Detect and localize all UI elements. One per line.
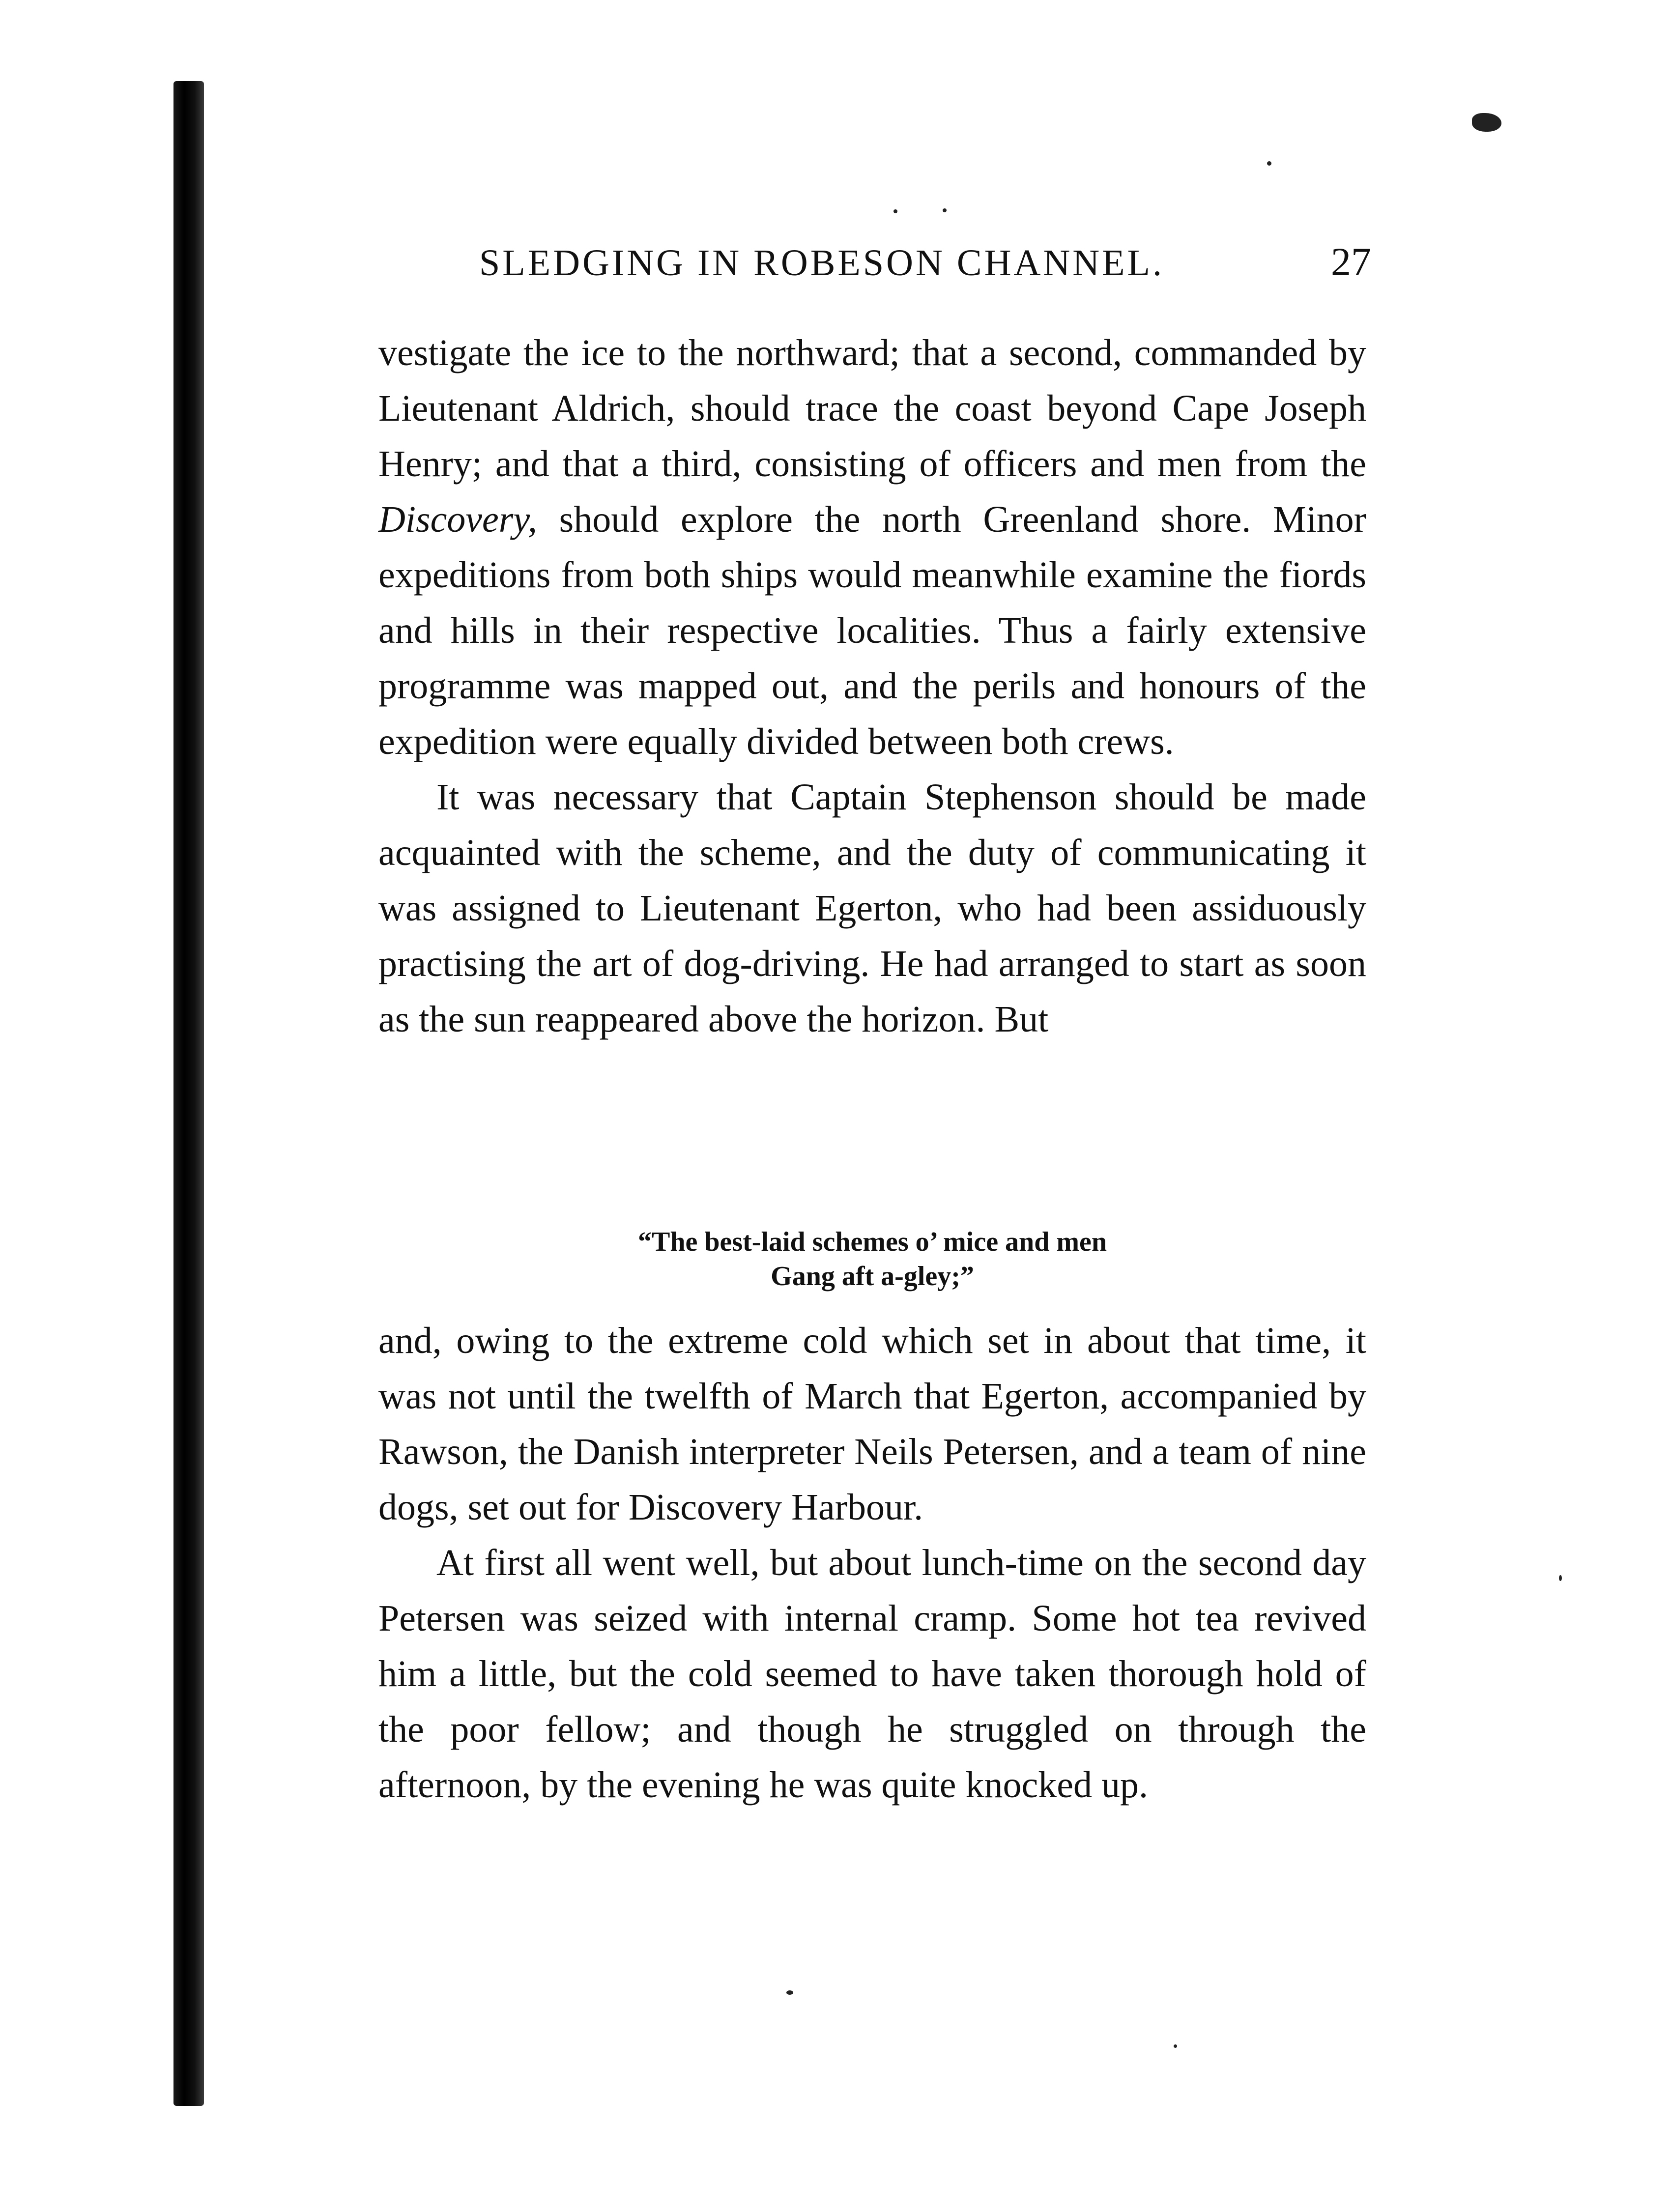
verse-line: Gang aft a-gley;”: [771, 1261, 974, 1292]
ship-name-italic: Discovery,: [378, 499, 537, 540]
verse-line: “The best-laid schemes o’ mice and men: [638, 1227, 1107, 1257]
running-title: SLEDGING IN ROBESON CHANNEL.: [479, 242, 1164, 284]
scan-speck: [1267, 161, 1271, 166]
main-text-lower: [378, 1313, 1366, 1813]
scan-speck: [1174, 2044, 1177, 2048]
page-number: 27: [1331, 239, 1371, 284]
scan-speck: [893, 209, 897, 213]
paragraph: and, owing to the extreme cold which set in about that time, it was not until the twelfth of March that Egerton, accompanied by Rawson, the Danish interpreter Neils Petersen, and a team of nine dogs, set out for Discovery Harbour.: [378, 1320, 1366, 1528]
book-binding-edge: [173, 81, 204, 2106]
verse-quotation: [378, 1225, 1366, 1293]
scan-speck: [1472, 113, 1501, 132]
paragraph-text: vestigate the ice to the northward; that a second, commanded by Lieutenant Aldrich, should trace the coast beyond Cape Joseph Henry; and that a third, consisting of officers and men from the: [378, 332, 1366, 485]
paragraph: It was necessary that Captain Stephenson should be made acquainted with the scheme, and the duty of communicating it was assigned to Lieutenant Egerton, who had been assiduously practising the art of dog-driving. He had arranged to start as soon as the sun reappeared above the horizon. But: [378, 776, 1366, 1040]
paragraph: At first all went well, but about lunch-time on the second day Petersen was seized with internal cramp. Some hot tea revived him a little, but the cold seemed to have taken thorough hold of the poor fellow; and though he struggled on through the afternoon, by the evening he was quite knocked up.: [378, 1542, 1366, 1806]
scan-speck: [1559, 1575, 1562, 1581]
paragraph-continuation: [378, 325, 1366, 770]
paragraph-text: should explore the north Greenland shore. Minor expeditions from both ships would meanwhile examine the fiords and hills in their respective localities. Thus a fairly extensive programme was mapped out, and the perils and honours of the expedition were equally divided between both crews.: [378, 499, 1366, 762]
scan-speck: [943, 208, 947, 212]
main-text-upper: [378, 325, 1366, 1047]
page-header: [479, 239, 1371, 296]
scan-speck: [786, 1990, 793, 1995]
